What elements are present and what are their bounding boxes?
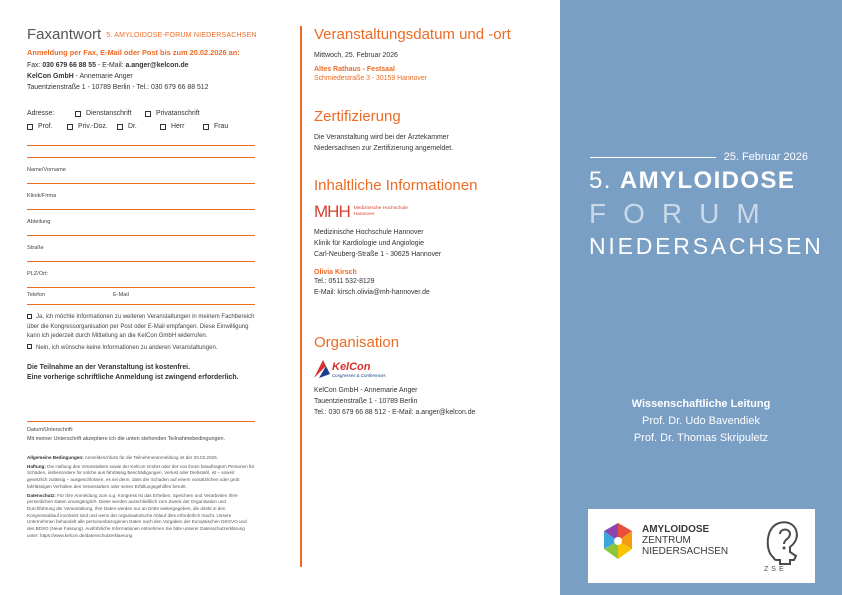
company-address: Tauentzienstraße 1 - 10789 Berlin - Tel.: 030 679 66 88 512	[27, 84, 209, 91]
cover-title-main	[589, 167, 795, 195]
amyloidose-zentrum-text	[642, 524, 728, 557]
terms-liability	[27, 464, 255, 491]
cover-number: 5.	[589, 167, 612, 194]
option-privdoz[interactable]	[67, 123, 117, 130]
fax-title-text: Faxantwort	[27, 26, 102, 43]
free-line-2: Eine vorherige schriftliche Anmeldung ist zwingend erforderlich.	[27, 374, 239, 381]
organisation-heading: Organisation	[314, 334, 400, 351]
terms-privacy	[27, 493, 255, 540]
certification-text-1: Die Veranstaltung wird bei der Ärztekammer	[314, 134, 449, 141]
checkbox[interactable]	[145, 111, 151, 117]
field-spacer	[27, 145, 255, 158]
name-field[interactable]	[27, 158, 255, 184]
mhh-logo-text-1: Medizinische Hochschule	[353, 206, 408, 211]
option-label: Prof.	[38, 123, 53, 130]
certification-heading: Zertifizierung	[314, 108, 401, 125]
cover-title-forum: FORUM	[589, 198, 777, 229]
fax-panel	[0, 0, 282, 595]
terms	[27, 455, 255, 539]
content-info-heading: Inhaltliche Informationen	[314, 177, 478, 194]
field-label: Straße	[27, 245, 44, 251]
logo-line-1: AMYLOIDOSE	[642, 524, 710, 535]
option-herr[interactable]	[160, 123, 203, 130]
checkbox[interactable]	[160, 124, 166, 130]
scientific-lead-title: Wissenschaftliche Leitung	[631, 398, 771, 410]
event-venue: Altes Rathaus - Festsaal	[314, 66, 395, 73]
event-date: Mittwoch, 25. Februar 2026	[314, 52, 398, 59]
option-label: Frau	[214, 123, 229, 130]
signature-field[interactable]	[27, 421, 255, 443]
scientific-lead	[560, 396, 842, 447]
form-fields	[27, 145, 255, 288]
logo-box	[588, 509, 815, 583]
certification-section	[314, 108, 453, 154]
fax-title	[27, 26, 282, 43]
terms-privacy-label: Datenschutz:	[27, 492, 56, 498]
fax-label: Fax:	[27, 62, 43, 69]
fax-email[interactable]: a.anger@kelcon.de	[125, 62, 189, 69]
terms-liability-text: Die Haftung des Veranstalters sowie der KelCon GmbH oder der von ihnen beauftragten Personen für Schäden, insbesondere für solche aus fahrlässig Beschädigungen, Verlust oder Diebstahl, ist – soweit gesetzlich zulässig – ausgeschlossen, es sei denn, dass der Schaden auf einem vorsätzlichen oder grob fahrlässigen Verhalten des Veranstalters oder seiner Erfüllungsgehilfen beruht.	[27, 463, 255, 489]
scientific-lead-person-1: Prof. Dr. Udo Bavendiek	[641, 415, 760, 427]
kelcon-logo-sub: Congresses & Conferences	[332, 372, 386, 378]
content-info-line-2: Klinik für Kardiologie und Angiologie	[314, 240, 424, 247]
street-field[interactable]	[27, 236, 255, 262]
checkbox[interactable]	[203, 124, 209, 130]
fax-number: 030 679 66 88 55	[42, 62, 96, 69]
kelcon-logo	[314, 357, 475, 381]
consent-no[interactable]	[27, 344, 255, 354]
contact-name: Olivia Kirsch	[314, 269, 357, 276]
cover-date: 25. Februar 2026	[723, 151, 808, 163]
checkbox[interactable]	[75, 111, 81, 117]
event-venue-address: Schmiedestraße 3 - 30159 Hannover	[314, 75, 427, 82]
amyloidose-zentrum-logo-icon	[598, 521, 638, 561]
company-field[interactable]	[27, 184, 255, 210]
mhh-logo-text-2: Hannover	[353, 212, 375, 217]
date-rule	[590, 157, 716, 158]
info-panel	[300, 0, 558, 595]
event-heading: Veranstaltungsdatum und -ort	[314, 26, 511, 43]
content-info-line-3: Carl-Neuberg-Straße 1 - 30625 Hannover	[314, 251, 442, 258]
option-dienstanschrift[interactable]	[75, 110, 145, 117]
mhh-logo	[314, 200, 477, 224]
company-line	[27, 71, 282, 82]
signature-label: Datum/Unterschrift:	[27, 427, 74, 433]
terms-privacy-text: Für Ihre Anmeldung zum o.g. Kongress ist das Erheben, Speichern und Verarbeiten Ihrer persönlichen Daten unumgänglich. Diese werden ausschließlich zum Zweck der Organisation und Durchführung der Veranstaltung. Ihre Daten werden nur an Dritte weitergegeben, die direkt in den Kongressablauf involviert sind und wenn der organisatorische Ablauf dies erforderlich macht. Unsere Unternehmen behandelt alle personenbezogenen Daten nach den Vorgaben der Europäischen DSGVO und des BDSG (Neue Fassung). Ausführliche Informationen entnehmen Sie bitte unserer Datenschutzerklärung unter: https://www.kelcon.de/datenschutzerklaerung	[27, 492, 247, 538]
title-row	[27, 120, 282, 133]
checkbox[interactable]	[27, 314, 32, 319]
checkbox[interactable]	[27, 124, 33, 130]
checkbox[interactable]	[117, 124, 123, 130]
kelcon-mark-icon	[314, 360, 330, 378]
phone-email-field[interactable]: Telefon E-Mail	[27, 292, 255, 305]
consent-no-text: Nein, ich wünsche keine Informationen zu anderen Veranstaltungen.	[36, 344, 218, 351]
logo-line-2: ZENTRUM	[642, 535, 691, 546]
fax-contact-line	[27, 60, 282, 71]
registration-deadline: Anmeldung per Fax, E-Mail oder Post bis zum 20.02.2026 an:	[27, 48, 240, 57]
terms-general-label: Allgemeine Bedingungen:	[27, 455, 84, 460]
terms-general-text: Anmeldeschluss für die Teilnehmeranmeldung ist der 20.02.2026.	[83, 455, 218, 460]
company-name: KelCon GmbH	[27, 73, 74, 80]
contact-email[interactable]: E-Mail: kirsch.olivia@mh-hannover.de	[314, 289, 430, 296]
event-section	[314, 26, 511, 84]
field-label: Klinik/Firma	[27, 193, 57, 199]
free-notice	[27, 363, 282, 383]
organisation-section	[314, 334, 475, 418]
kelcon-logo-name: KelCon	[332, 360, 371, 373]
consent-yes-text: Ja, ich möchte Informationen zu weiteren Veranstaltungen in meinem Fachbereich über die Kongressorganisation per Post oder E-Mail empfangen. Diese Einwilligung kann ich jederzeit durch Mitteilung an die KelCon GmbH widerrufen.	[27, 314, 255, 339]
organisation-line-2: Tauentzienstraße 1 - 10789 Berlin	[314, 398, 418, 405]
kelcon-logo-text	[332, 361, 386, 378]
company-contact: - Annemarie Anger	[73, 73, 133, 80]
zse-label: ZSE	[764, 566, 787, 573]
option-prof[interactable]	[27, 123, 67, 130]
option-label: Herr	[171, 123, 185, 130]
content-info-line-1: Medizinische Hochschule Hannover	[314, 229, 424, 236]
scientific-lead-person-2: Prof. Dr. Thomas Skripuletz	[633, 432, 769, 444]
option-dr[interactable]	[117, 123, 160, 130]
option-label: Dienstanschrift	[86, 110, 132, 117]
terms-liability-label: Haftung:	[27, 463, 46, 469]
option-label: Privatanschrift	[156, 110, 200, 117]
option-label: Dr.	[128, 123, 137, 130]
contact-phone: Tel.: 0511 532-8129	[314, 278, 375, 285]
content-info-section	[314, 177, 477, 298]
free-line-1: Die Teilnahme an der Veranstaltung ist kostenfrei.	[27, 364, 190, 371]
mhh-logo-text	[354, 206, 408, 218]
option-label: Priv.-Doz.	[78, 123, 108, 130]
fax-email-label: - E-Mail:	[95, 62, 126, 69]
signature-note: Mit meiner Unterschrift akzeptiere ich die unten stehenden Teilnahmebedingungen.	[27, 435, 225, 442]
department-field[interactable]	[27, 210, 255, 236]
checkbox[interactable]	[67, 124, 73, 130]
organisation-line-3: Tel.: 030 679 66 88 512 - E-Mail: a.anger@kelcon.de	[314, 409, 476, 416]
option-frau[interactable]	[203, 123, 228, 130]
mhh-logo-mark: MHH	[314, 202, 350, 221]
certification-text-2: Niedersachsen zur Zertifizierung angemeldet.	[314, 145, 454, 152]
option-privatanschrift[interactable]	[145, 110, 200, 117]
address-options	[27, 107, 282, 133]
logo-line-3: NIEDERSACHSEN	[642, 546, 729, 557]
cover-date-row	[590, 151, 808, 163]
cover-title-region: NIEDERSACHSEN	[589, 233, 824, 259]
cover-title-amyloidose: AMYLOIDOSE	[619, 167, 796, 194]
terms-general	[27, 455, 255, 462]
field-label: Abteilung	[27, 219, 51, 225]
cover-panel	[560, 0, 842, 595]
field-label: Name/Vorname	[27, 167, 66, 173]
checkbox[interactable]	[27, 344, 32, 349]
adresse-label: Adresse:	[27, 110, 55, 117]
fax-subtitle: 5. AMYLOIDOSE-FORUM NIEDERSACHSEN	[106, 31, 257, 39]
city-field[interactable]	[27, 262, 255, 288]
field-label: PLZ/Ort:	[27, 271, 49, 277]
address-type-row	[27, 107, 282, 120]
consent-yes[interactable]	[27, 313, 255, 342]
organisation-line-1: KelCon GmbH - Annemarie Anger	[314, 387, 418, 394]
